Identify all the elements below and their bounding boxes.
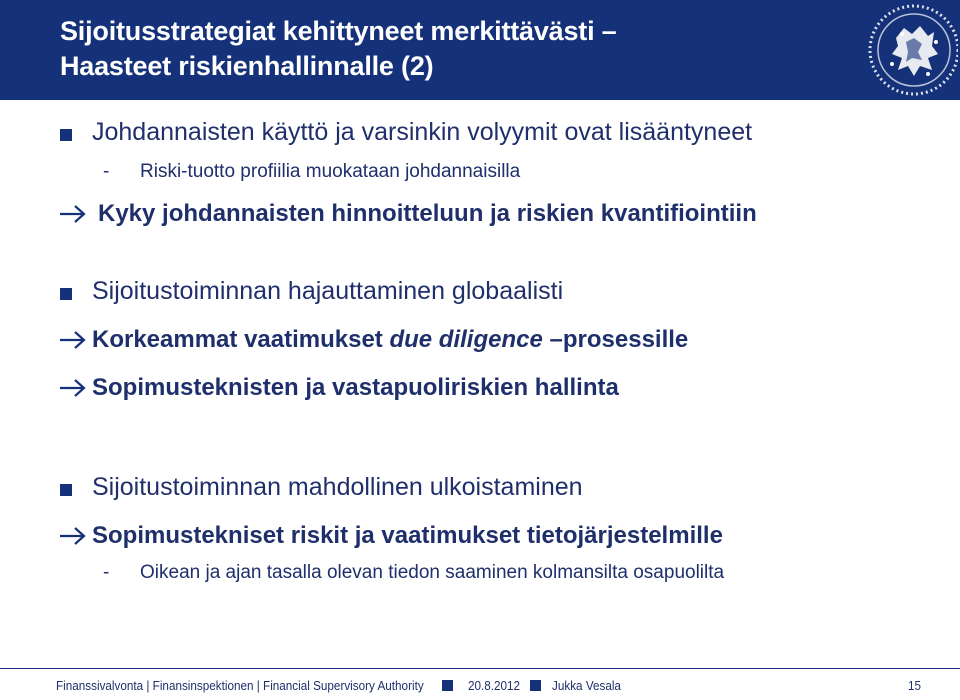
arrow-item: Sopimustekniset riskit ja vaatimukset tietojärjestelmille [92, 522, 723, 549]
arrow-item [92, 326, 688, 354]
dash-marker: - [103, 161, 110, 182]
dash-marker: - [103, 562, 110, 583]
emphasis-text: due diligence [389, 326, 543, 353]
bullet-item: Johdannaisten käyttö ja varsinkin volyymit ovat lisääntyneet [92, 118, 753, 146]
arrow-item-text: Korkeammat vaatimukset [92, 326, 390, 353]
footer-organization: Finanssivalvonta | Finansinspektionen | Financial Supervisory Authority [56, 678, 424, 693]
footer-author: Jukka Vesala [552, 678, 621, 693]
arrow-right-icon [58, 525, 88, 547]
footer-square-icon [530, 680, 541, 691]
arrow-right-icon [58, 377, 88, 399]
page-number: 15 [908, 678, 922, 693]
slide-footer [0, 668, 960, 700]
square-bullet-icon [60, 484, 72, 496]
arrow-item-text: –prosessille [542, 326, 689, 353]
square-bullet-icon [60, 288, 72, 300]
title-line-2: Haasteet riskienhallinnalle (2) [60, 51, 434, 81]
footer-square-icon [442, 680, 453, 691]
square-bullet-icon [60, 129, 72, 141]
sub-item: Oikean ja ajan tasalla olevan tiedon saaminen kolmansilta osapuolilta [140, 562, 725, 583]
sub-item: Riski-tuotto profiilia muokataan johdannaisilla [140, 161, 521, 182]
arrow-item: Kyky johdannaisten hinnoitteluun ja riskien kvantifiointiin [98, 200, 757, 227]
title-line-1: Sijoitusstrategiat kehittyneet merkittävästi – [60, 16, 617, 46]
arrow-item: Sopimusteknisten ja vastapuoliriskien hallinta [92, 374, 619, 401]
bullet-item: Sijoitustoiminnan mahdollinen ulkoistaminen [92, 473, 583, 501]
bullet-item: Sijoitustoiminnan hajauttaminen globaalisti [92, 277, 564, 305]
arrow-right-icon [58, 329, 88, 351]
arrow-right-icon [58, 203, 88, 225]
footer-date: 20.8.2012 [468, 678, 521, 693]
